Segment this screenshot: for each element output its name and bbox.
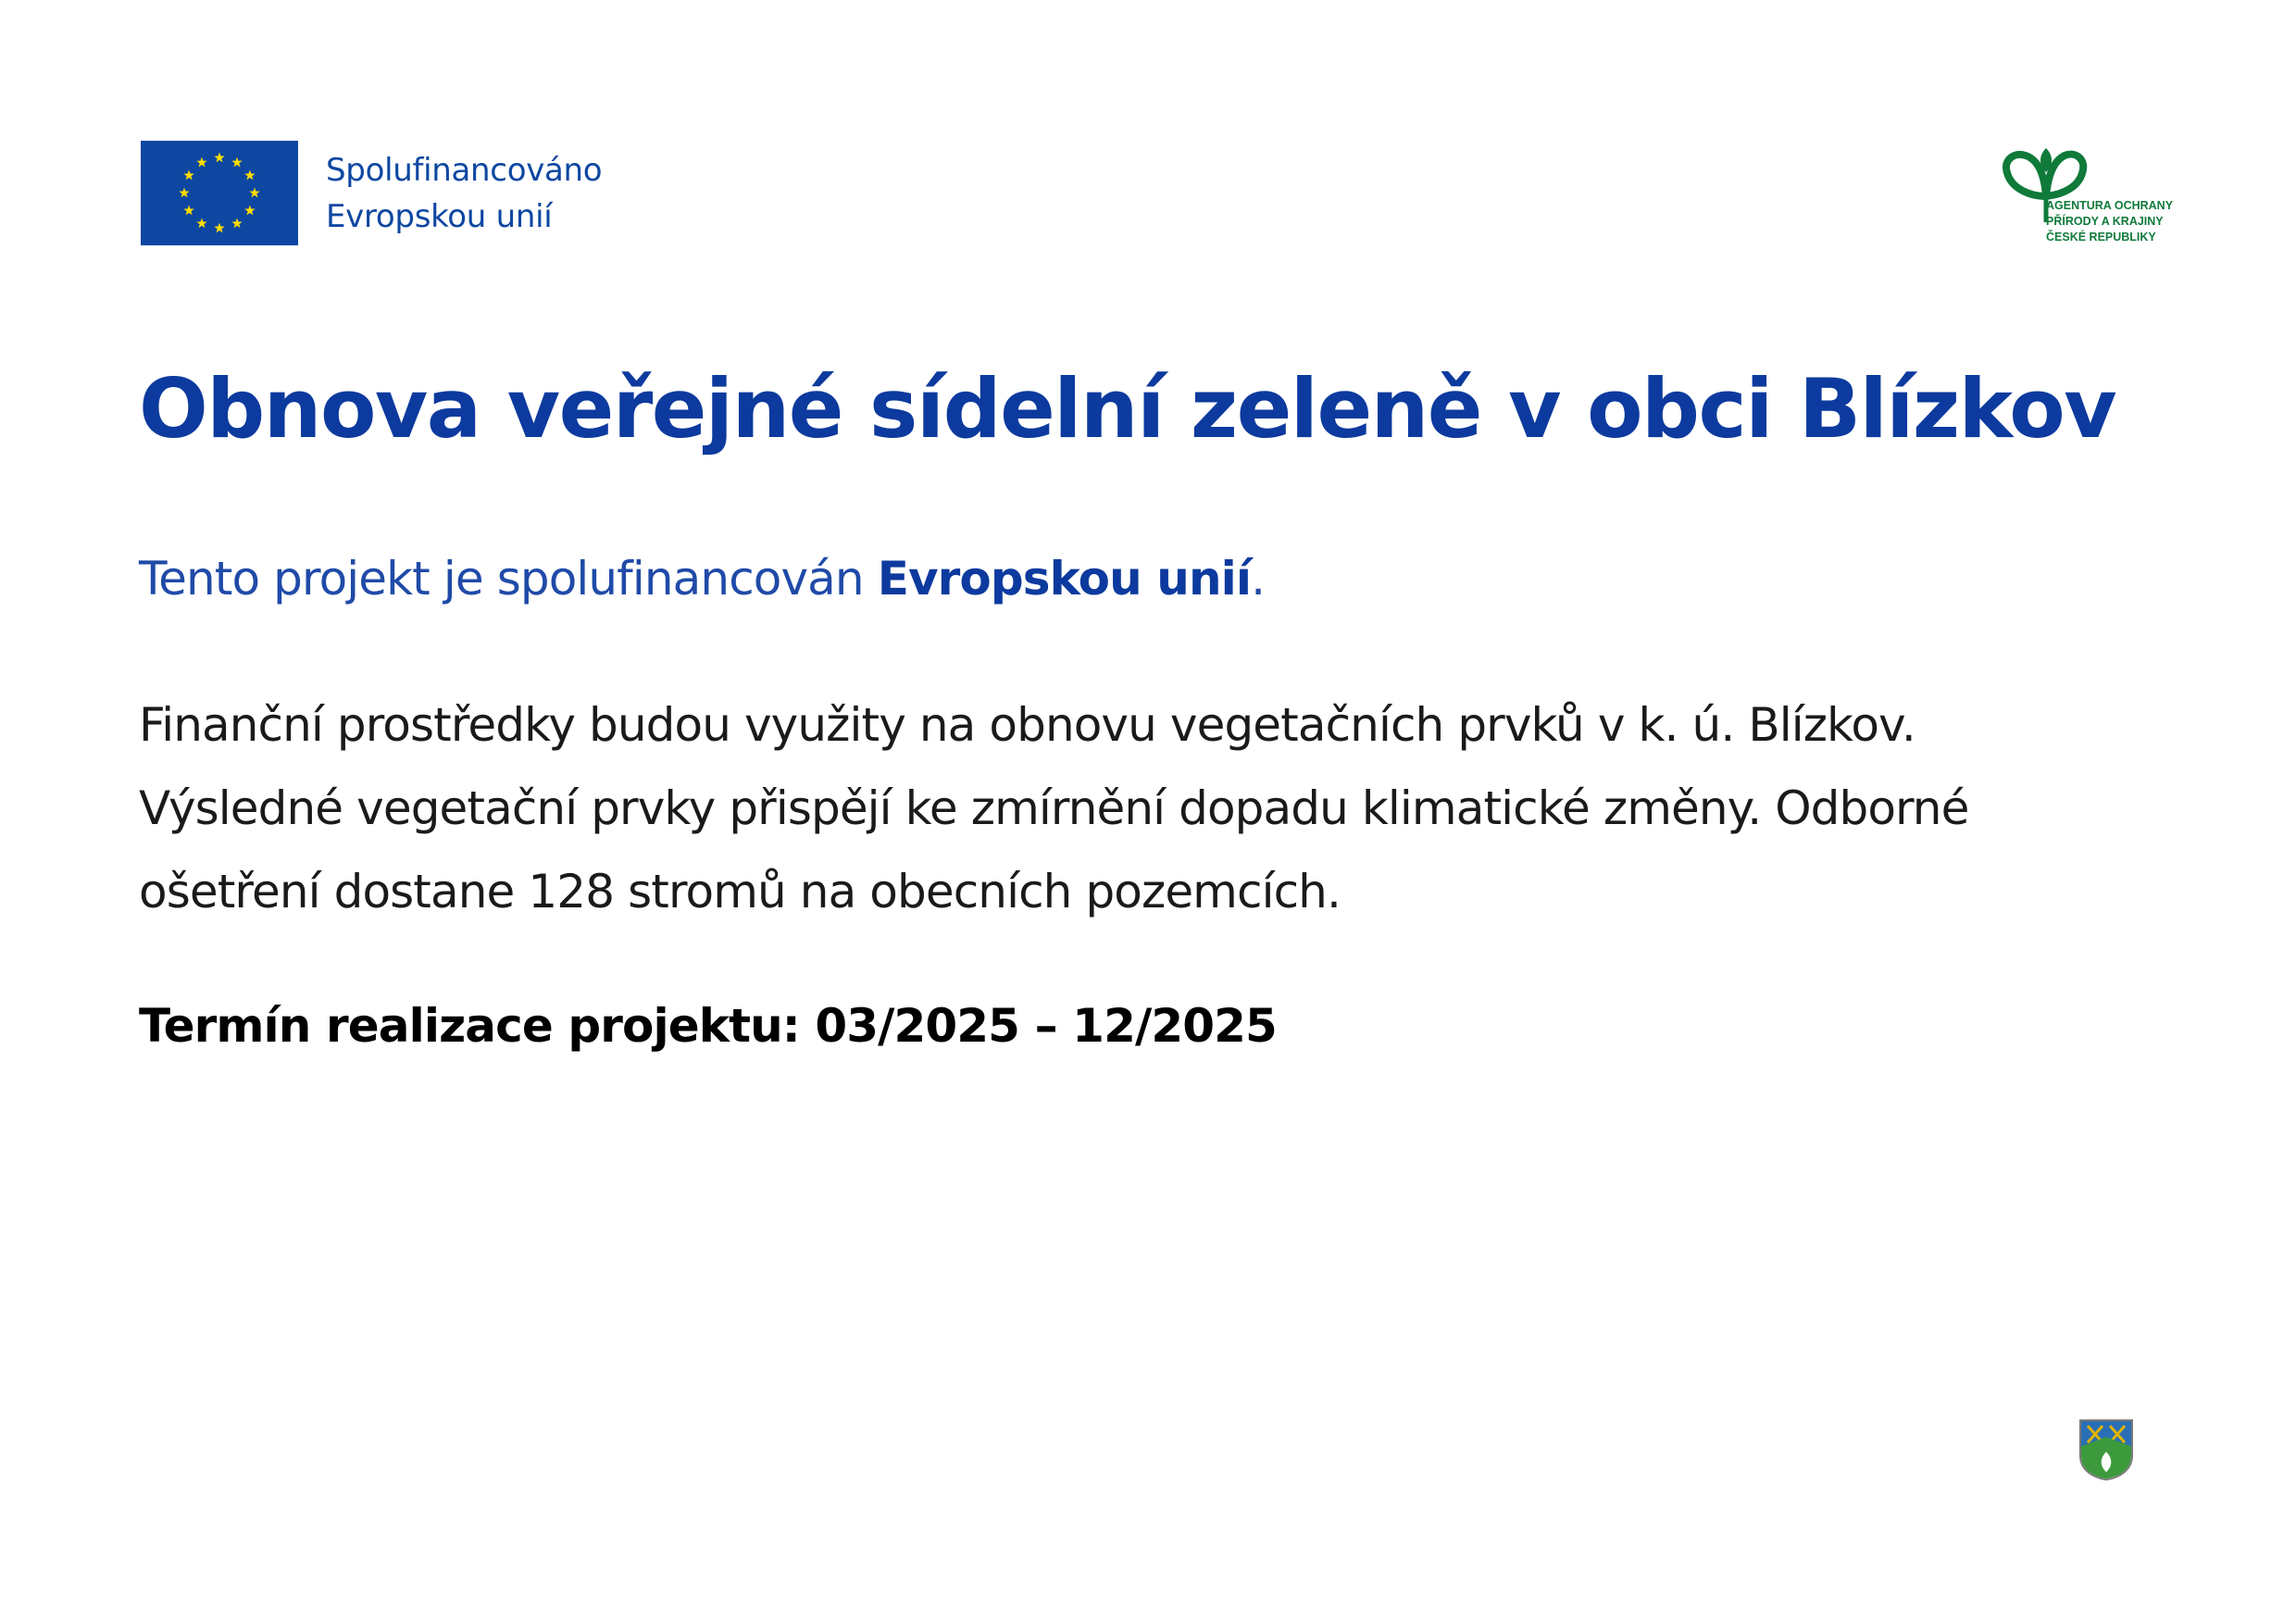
aopk-logo-line-1: AGENTURA OCHRANY xyxy=(2046,199,2174,212)
eu-logo-line-2: Evropskou unií xyxy=(326,197,553,235)
description-line-3: ošetření dostane 128 stromů na obecních pozemcích. xyxy=(139,865,1341,918)
description-line-2: Výsledné vegetační prvky přispějí ke zmírnění dopadu klimatické změny. Odborné xyxy=(139,781,1969,835)
eu-flag-icon xyxy=(141,141,298,245)
aopk-logo-text xyxy=(2046,198,2173,245)
eu-logo-line-1: Spolufinancováno xyxy=(326,151,603,189)
page-title: Obnova veřejné sídelní zeleně v obci Blízkov xyxy=(139,361,2116,456)
coat-of-arms-icon xyxy=(2078,1418,2134,1481)
eu-cofunding-logo xyxy=(141,141,602,245)
description-line-1: Finanční prostředky budou využity na obnovu vegetačních prvků v k. ú. Blízkov. xyxy=(139,698,1915,752)
cofinancing-suffix: . xyxy=(1251,552,1266,606)
project-description xyxy=(139,683,2176,933)
realization-term: Termín realizace projektu: 03/2025 – 12/2025 xyxy=(139,999,1277,1053)
cofinancing-prefix: Tento projekt je spolufinancován xyxy=(139,552,878,606)
aopk-logo-line-2: PŘÍRODY A KRAJINY xyxy=(2046,215,2164,228)
cofinancing-statement xyxy=(139,546,1265,611)
aopk-logo xyxy=(1990,139,2185,252)
cofinancing-emphasis: Evropskou unií xyxy=(877,552,1252,606)
municipality-coat-of-arms xyxy=(2078,1418,2134,1481)
eu-logo-text xyxy=(326,147,602,240)
aopk-logo-line-3: ČESKÉ REPUBLIKY xyxy=(2046,231,2156,244)
